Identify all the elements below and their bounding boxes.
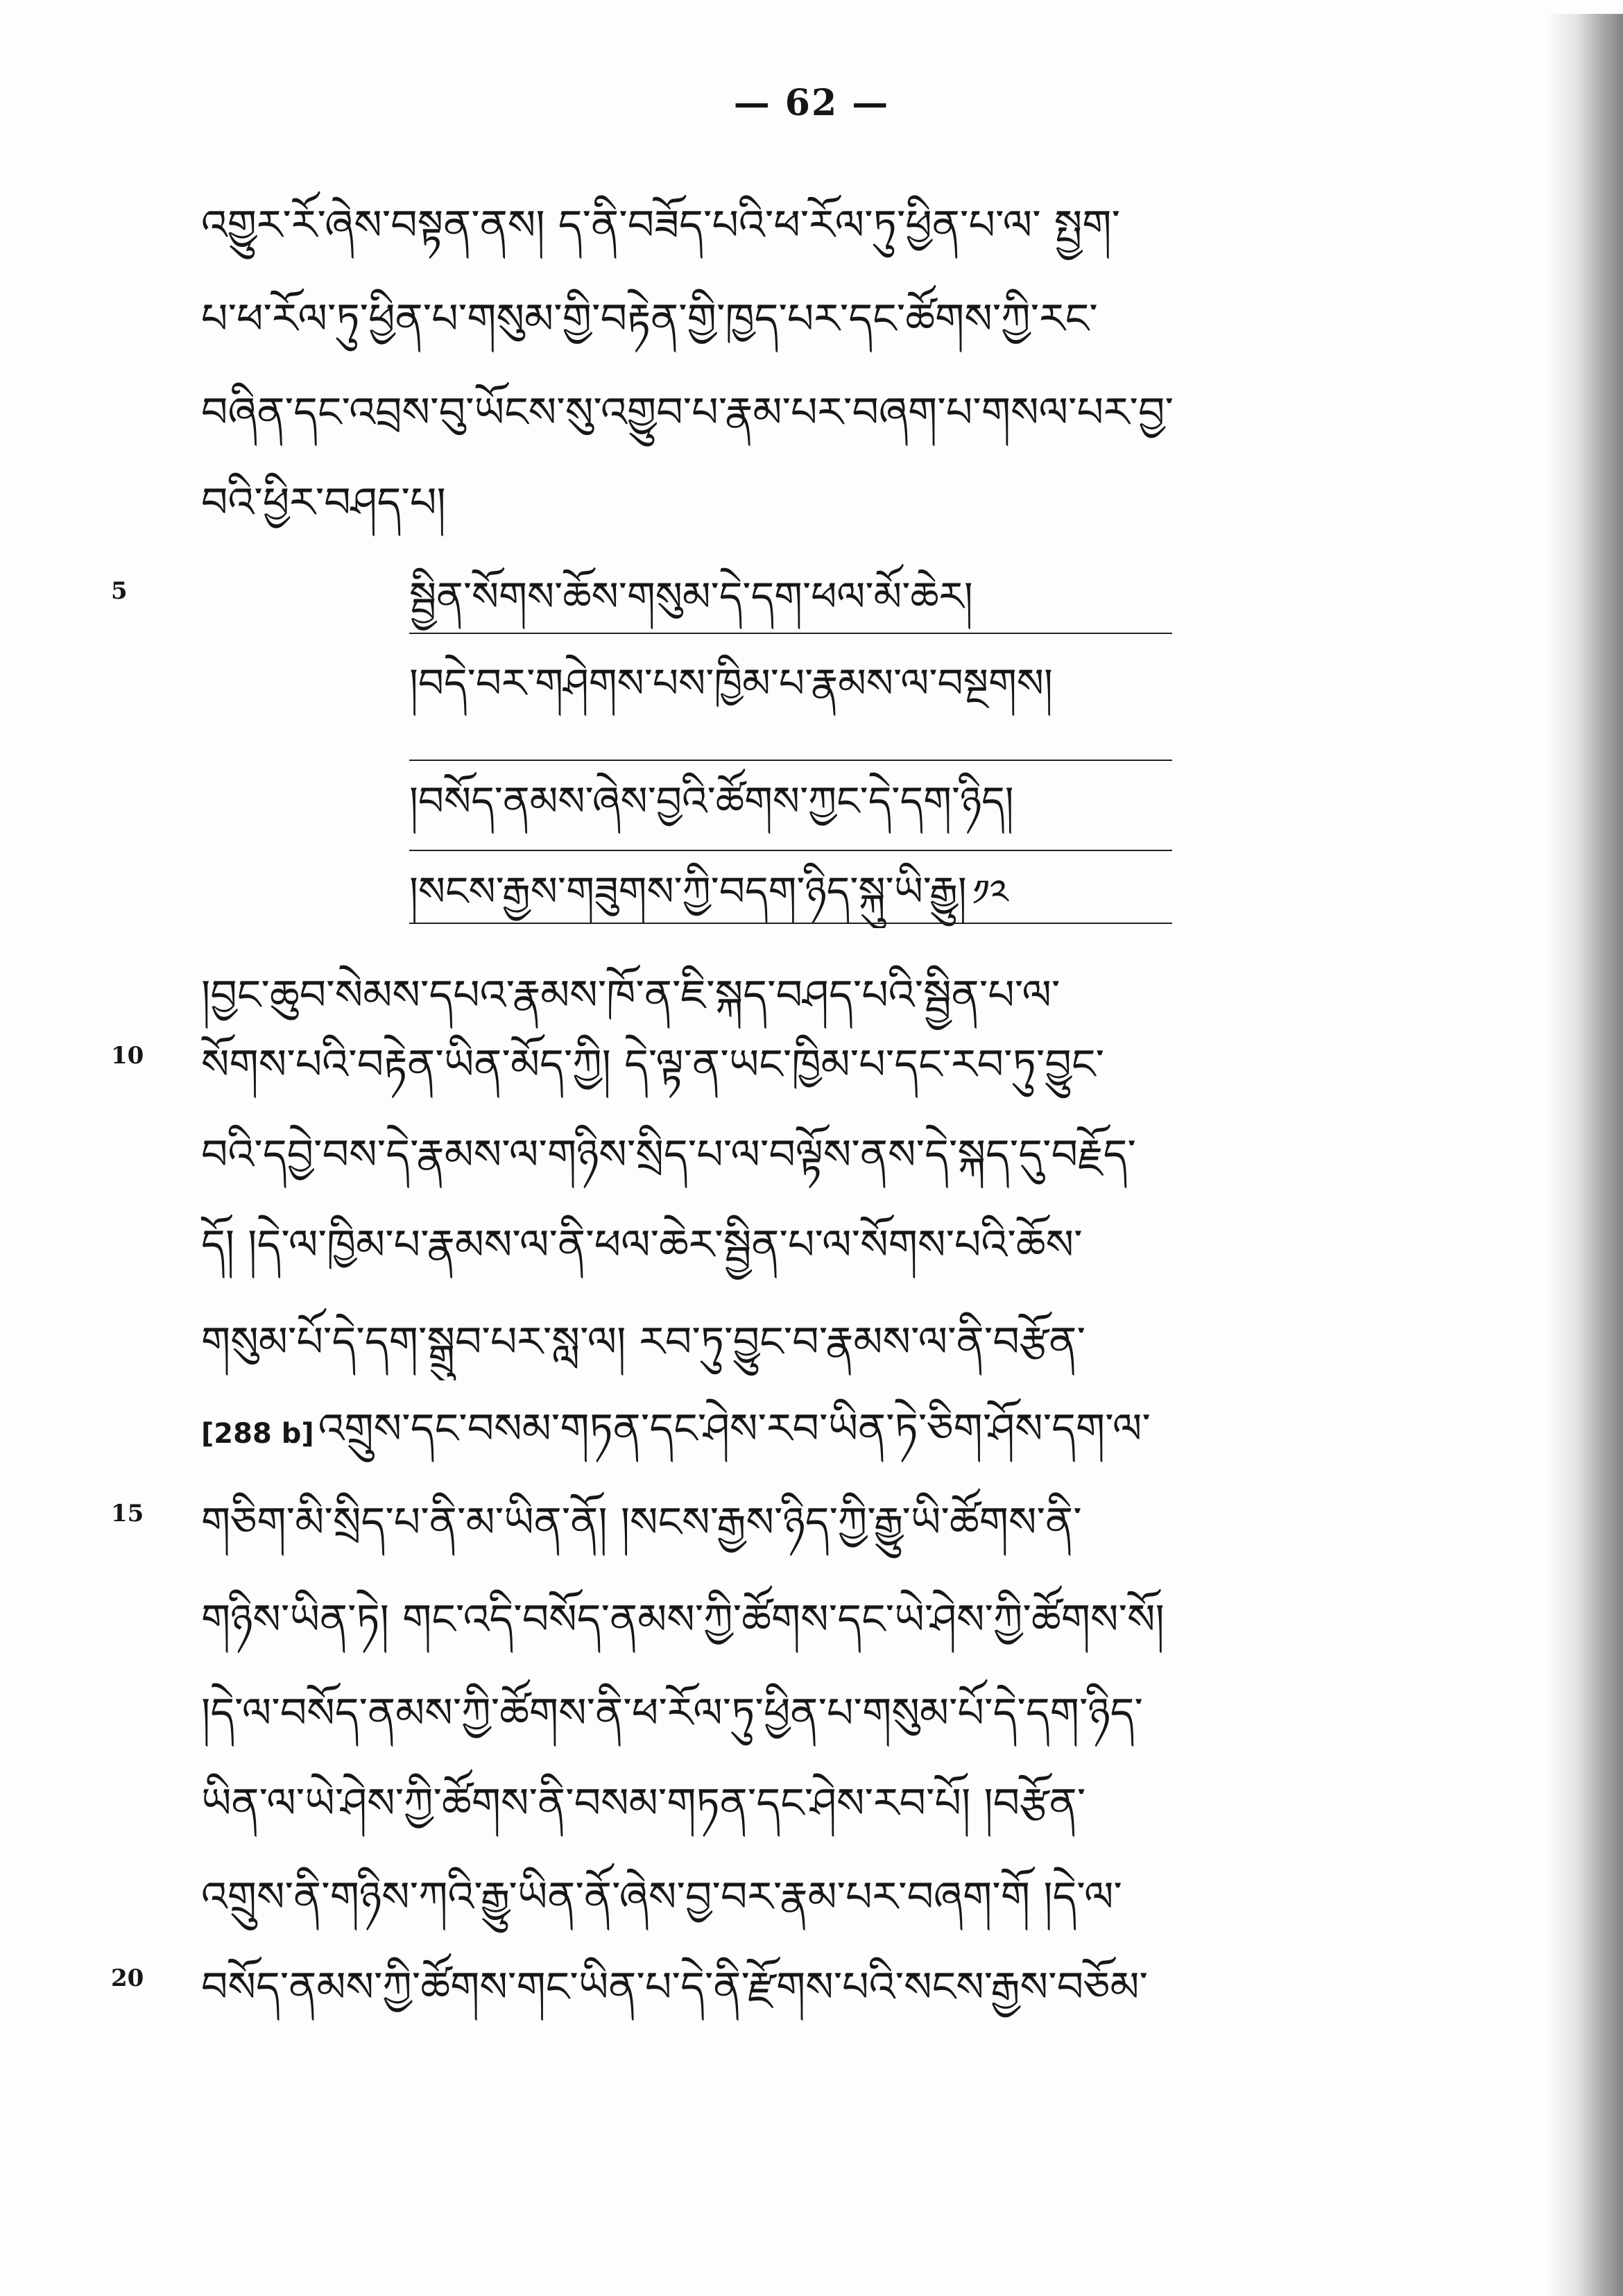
text-line: གཉིས་ཡིན་ཏེ། གང་འདི་བསོད་ནམས་ཀྱི་ཚོགས་དང་ཡེ་ཤེས་ཀྱི་ཚོགས་སོ། [201, 1595, 1165, 1644]
folio-marker: [288 b] [201, 1418, 314, 1450]
text-line: འགྱུར་རོ་ཞེས་བསྟན་ནས། ད་ནི་བཟོད་པའི་ཕ་རོལ་ཏུ་ཕྱིན་པ་ལ་ སྤྱག་ [201, 201, 1121, 250]
text-line: བཞིན་དང་འབྲས་བུ་ཡོངས་སུ་འགྱུབ་པ་རྣམ་པར་བཞག་པ་གསལ་པར་བྱ་ [201, 388, 1174, 437]
scan-shadow-edge [1547, 14, 1623, 2296]
text-line: ཡིན་ལ་ཡེ་ཤེས་ཀྱི་ཚོགས་ནི་བསམ་གཏན་དང་ཤེས་རབ་པོ། །བརྩོན་ [201, 1779, 1086, 1828]
verse-line: །བསོད་ནམས་ཞེས་བྱའི་ཚོགས་ཀྱང་དེ་དག་ཉིད། [409, 778, 1014, 825]
line-number-15: 15 [111, 1500, 144, 1527]
text-line: སོགས་པའི་བརྟེན་ཡིན་མོད་ཀྱི། དེ་ལྟ་ན་ཡང་ཁྱིམ་པ་དང་རབ་ཏུ་བྱུང་ [201, 1040, 1105, 1089]
text-line: །བྱང་ཆུབ་སེམས་དཔའ་རྣམས་ཁོ་ན་ཇི་སྐད་བཤད་པའི་སྦྱིན་པ་ལ་ [201, 971, 1060, 1020]
verse-underline [409, 923, 1172, 924]
page-number: — 62 — [733, 82, 890, 124]
text-line: གསུམ་པོ་དེ་དག་སྒྲུབ་པར་སླ་ལ། རབ་ཏུ་བྱུང་བ་རྣམས་ལ་ནི་བརྩོན་ [201, 1318, 1086, 1367]
verse-underline [409, 633, 1172, 634]
verse-underline [409, 760, 1172, 761]
text-line: འགྲུས་ནི་གཉིས་ཀའི་རྒྱུ་ཡིན་ནོ་ཞེས་བྱ་བར་རྣམ་པར་བཞག་གོ །དེ་ལ་ [201, 1873, 1123, 1921]
verse-number: ༡༢ [972, 873, 1008, 914]
text-line: །དེ་ལ་བསོད་ནམས་ཀྱི་ཚོགས་ནི་ཕ་རོལ་ཏུ་ཕྱིན་པ་གསུམ་པོ་དེ་དག་ཉིད་ [201, 1689, 1143, 1738]
verse-line: སྦྱིན་སོགས་ཆོས་གསུམ་དེ་དག་ཕལ་མོ་ཆེར། [409, 573, 973, 620]
text-line: དོ། །དེ་ལ་ཁྱིམ་པ་རྣམས་ལ་ནི་ཕལ་ཆེར་སྦྱིན་པ་ལ་སོགས་པའི་ཆོས་ [201, 1221, 1083, 1269]
line-number-5: 5 [111, 577, 128, 605]
verse-text: །སངས་རྒྱས་གཟུགས་ཀྱི་བདག་ཉིད་སྐུ་ཡི་རྒྱུ། [409, 868, 967, 915]
text-line: གཅིག་མི་སྲིད་པ་ནི་མ་ཡིན་ནོ། །སངས་རྒྱས་ཉིད་ཀྱི་རྒྱུ་ཡི་ཚོགས་ནི་ [201, 1498, 1082, 1547]
verse-line: །བདེ་བར་གཤེགས་པས་ཁྱིམ་པ་རྣམས་ལ་བསྔགས། [409, 660, 1053, 707]
text-line [201, 1391, 1401, 1472]
text-line: བའི་དབྱེ་བས་དེ་རྣམས་ལ་གཉིས་སྲིད་པ་ལ་བལྟོས་ནས་དེ་སྐད་དུ་བརྗོད་ [201, 1131, 1137, 1179]
text-line: པ་ཕ་རོལ་ཏུ་ཕྱིན་པ་གསུམ་གྱི་བརྟེན་གྱི་ཁྱད་པར་དང་ཚོགས་ཀྱི་རང་ [201, 295, 1098, 343]
line-number-20: 20 [111, 1964, 144, 1992]
line-number-10: 10 [111, 1042, 144, 1070]
verse-line [409, 857, 1172, 928]
verse-underline [409, 850, 1172, 851]
text-line: བསོད་ནམས་ཀྱི་ཚོགས་གང་ཡིན་པ་དེ་ནི་རྫོགས་པའི་སངས་རྒྱས་བཅོམ་ [201, 1963, 1149, 2012]
text-line-content: འགྲུས་དང་བསམ་གཏན་དང་ཤེས་རབ་ཡིན་ཏེ་ཅིག་ཤོས་དག་ལ་ [318, 1405, 1151, 1453]
text-line: བའི་ཕྱིར་བཤད་པ། [201, 479, 446, 527]
